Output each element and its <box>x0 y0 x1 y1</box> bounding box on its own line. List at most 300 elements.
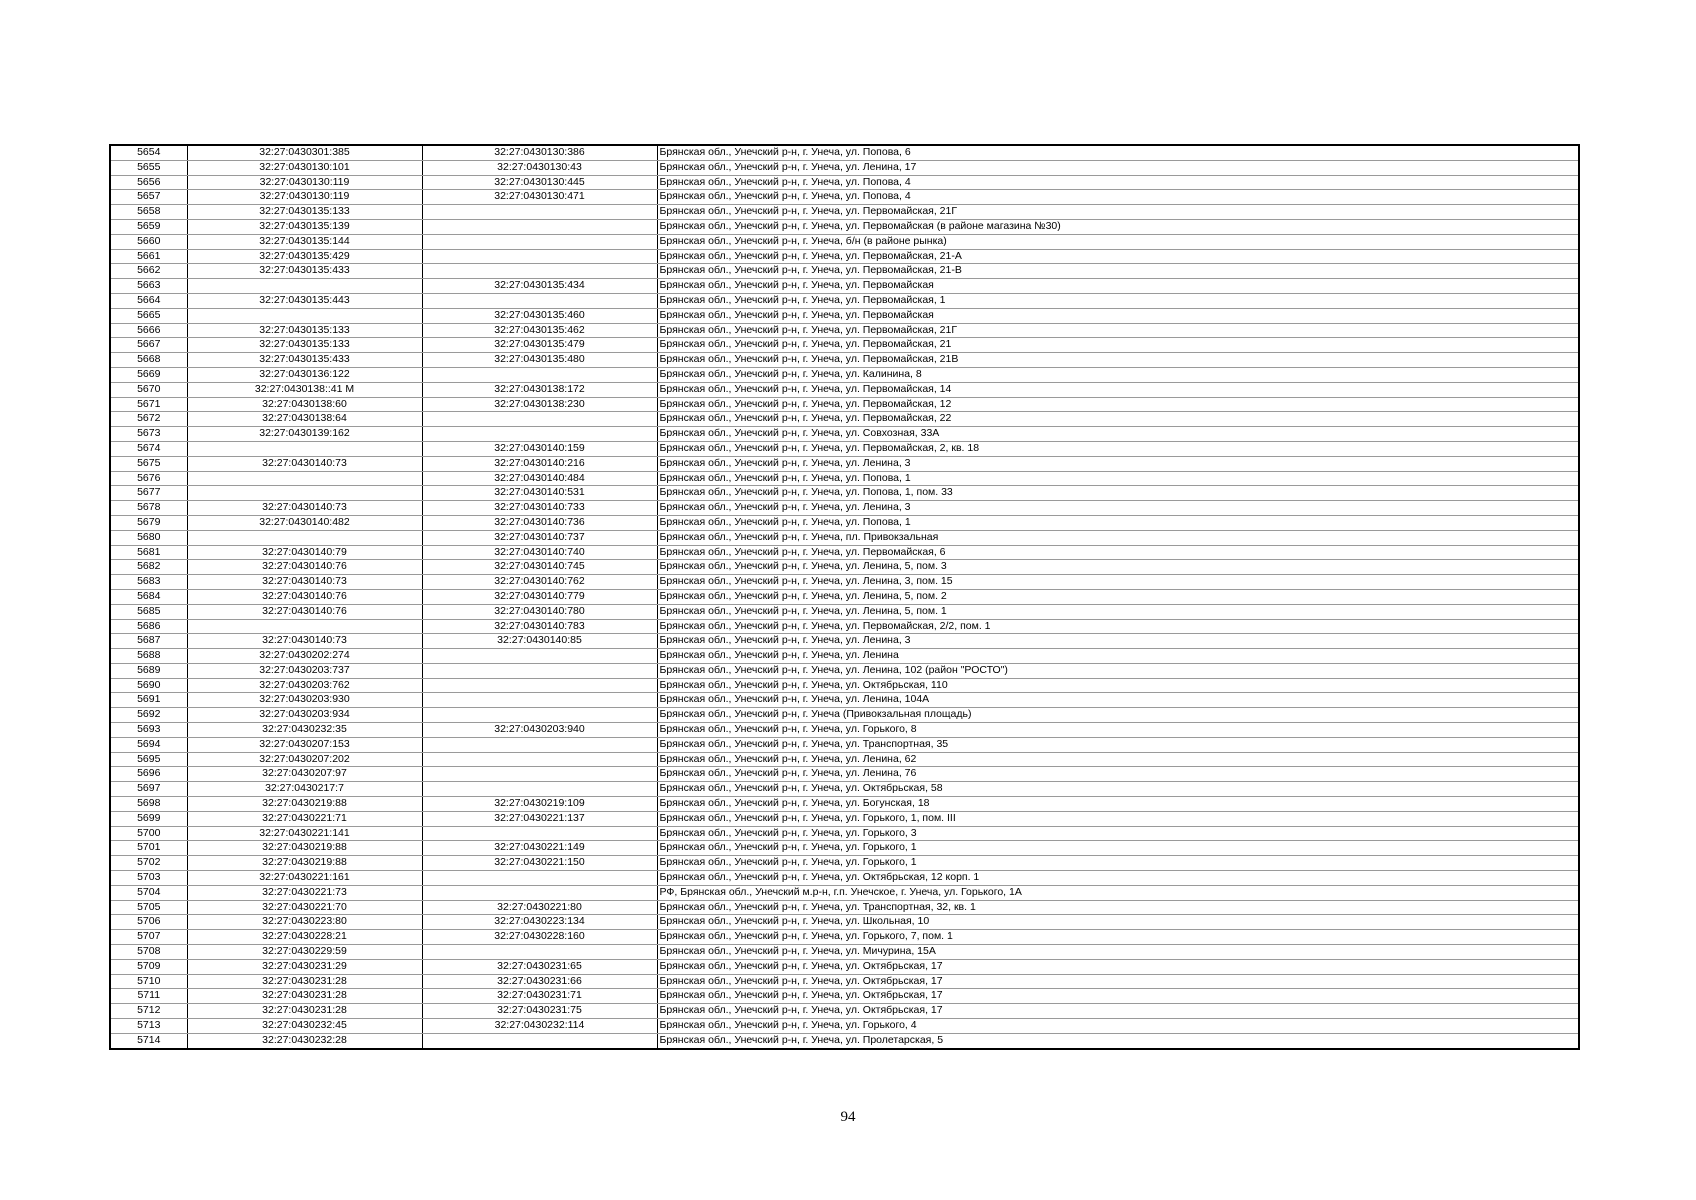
registry-table <box>109 144 1580 1050</box>
row-number-cell: 5687 <box>110 634 187 649</box>
cadastral-number-object-cell <box>422 885 657 900</box>
cadastral-number-object-cell: 32:27:0430203:940 <box>422 723 657 738</box>
cadastral-number-parcel-cell: 32:27:0430140:73 <box>187 456 422 471</box>
address-cell: Брянская обл., Унечский р-н, г. Унеча, ул. Горького, 1, пом. III <box>657 811 1579 826</box>
cadastral-number-parcel-cell: 32:27:0430135:443 <box>187 293 422 308</box>
row-number-cell: 5655 <box>110 160 187 175</box>
cadastral-number-object-cell: 32:27:0430135:480 <box>422 353 657 368</box>
cadastral-number-object-cell: 32:27:0430140:531 <box>422 486 657 501</box>
address-cell: Брянская обл., Унечский р-н, г. Унеча, ул. Богунская, 18 <box>657 797 1579 812</box>
cadastral-number-parcel-cell: 32:27:0430138:64 <box>187 412 422 427</box>
address-cell: Брянская обл., Унечский р-н, г. Унеча, ул. Горького, 1 <box>657 841 1579 856</box>
address-cell: Брянская обл., Унечский р-н, г. Унеча, ул. Ленина, 5, пом. 1 <box>657 604 1579 619</box>
cadastral-number-object-cell: 32:27:0430140:159 <box>422 441 657 456</box>
row-number-cell: 5709 <box>110 959 187 974</box>
table-row <box>110 190 1579 205</box>
table-row <box>110 323 1579 338</box>
cadastral-number-parcel-cell: 32:27:0430203:934 <box>187 708 422 723</box>
table-row <box>110 945 1579 960</box>
cadastral-number-parcel-cell: 32:27:0430135:133 <box>187 205 422 220</box>
cadastral-number-parcel-cell: 32:27:0430207:202 <box>187 752 422 767</box>
row-number-cell: 5662 <box>110 264 187 279</box>
cadastral-number-parcel-cell: 32:27:0430232:35 <box>187 723 422 738</box>
table-row <box>110 427 1579 442</box>
table-row <box>110 560 1579 575</box>
address-cell: Брянская обл., Унечский р-н, г. Унеча, ул. Первомайская <box>657 308 1579 323</box>
cadastral-number-parcel-cell: 32:27:0430221:161 <box>187 871 422 886</box>
address-cell: Брянская обл., Унечский р-н, г. Унеча, ул. Горького, 7, пом. 1 <box>657 930 1579 945</box>
cadastral-number-parcel-cell: 32:27:0430136:122 <box>187 367 422 382</box>
row-number-cell: 5698 <box>110 797 187 812</box>
cadastral-number-parcel-cell: 32:27:0430135:429 <box>187 249 422 264</box>
cadastral-number-parcel-cell: 32:27:0430135:133 <box>187 323 422 338</box>
cadastral-number-object-cell: 32:27:0430140:484 <box>422 471 657 486</box>
cadastral-number-parcel-cell: 32:27:0430221:73 <box>187 885 422 900</box>
cadastral-number-object-cell <box>422 737 657 752</box>
row-number-cell: 5691 <box>110 693 187 708</box>
cadastral-number-parcel-cell: 32:27:0430219:88 <box>187 841 422 856</box>
address-cell: Брянская обл., Унечский р-н, г. Унеча, ул. Первомайская, 2, кв. 18 <box>657 441 1579 456</box>
table-row <box>110 693 1579 708</box>
row-number-cell: 5694 <box>110 737 187 752</box>
address-cell: Брянская обл., Унечский р-н, г. Унеча, ул. Первомайская (в районе магазина №30) <box>657 219 1579 234</box>
row-number-cell: 5673 <box>110 427 187 442</box>
table-row <box>110 145 1579 160</box>
cadastral-number-object-cell: 32:27:0430140:780 <box>422 604 657 619</box>
cadastral-number-object-cell <box>422 205 657 220</box>
cadastral-number-parcel-cell: 32:27:0430135:133 <box>187 338 422 353</box>
table-row <box>110 219 1579 234</box>
address-cell: Брянская обл., Унечский р-н, г. Унеча, ул. Первомайская, 21В <box>657 353 1579 368</box>
row-number-cell: 5700 <box>110 826 187 841</box>
row-number-cell: 5667 <box>110 338 187 353</box>
cadastral-number-parcel-cell <box>187 619 422 634</box>
cadastral-number-object-cell <box>422 871 657 886</box>
cadastral-number-parcel-cell: 32:27:0430140:76 <box>187 589 422 604</box>
row-number-cell: 5697 <box>110 782 187 797</box>
cadastral-number-parcel-cell: 32:27:0430140:73 <box>187 501 422 516</box>
address-cell: Брянская обл., Унечский р-н, г. Унеча, ул. Попова, 4 <box>657 175 1579 190</box>
row-number-cell: 5689 <box>110 663 187 678</box>
cadastral-number-object-cell: 32:27:0430219:109 <box>422 797 657 812</box>
cadastral-number-parcel-cell: 32:27:0430140:73 <box>187 634 422 649</box>
table-row <box>110 752 1579 767</box>
cadastral-number-object-cell <box>422 708 657 723</box>
cadastral-number-parcel-cell: 32:27:0430139:162 <box>187 427 422 442</box>
cadastral-number-object-cell: 32:27:0430140:216 <box>422 456 657 471</box>
cadastral-number-parcel-cell: 32:27:0430138:60 <box>187 397 422 412</box>
address-cell: Брянская обл., Унечский р-н, г. Унеча, ул. Ленина, 3 <box>657 456 1579 471</box>
row-number-cell: 5701 <box>110 841 187 856</box>
cadastral-number-object-cell: 32:27:0430140:762 <box>422 575 657 590</box>
address-cell: Брянская обл., Унечский р-н, г. Унеча, ул. Мичурина, 15А <box>657 945 1579 960</box>
row-number-cell: 5688 <box>110 649 187 664</box>
table-row <box>110 1019 1579 1034</box>
cadastral-number-object-cell: 32:27:0430223:134 <box>422 915 657 930</box>
cadastral-number-object-cell <box>422 293 657 308</box>
page-number: 94 <box>840 1109 856 1125</box>
row-number-cell: 5685 <box>110 604 187 619</box>
table-row <box>110 604 1579 619</box>
address-cell: Брянская обл., Унечский р-н, г. Унеча, ул. Попова, 1 <box>657 515 1579 530</box>
table-row <box>110 797 1579 812</box>
address-cell: Брянская обл., Унечский р-н, г. Унеча, ул. Ленина, 104А <box>657 693 1579 708</box>
cadastral-number-parcel-cell: 32:27:0430140:73 <box>187 575 422 590</box>
table-row <box>110 959 1579 974</box>
row-number-cell: 5663 <box>110 279 187 294</box>
cadastral-number-object-cell <box>422 945 657 960</box>
row-number-cell: 5682 <box>110 560 187 575</box>
address-cell: Брянская обл., Унечский р-н, г. Унеча, ул. Первомайская, 1 <box>657 293 1579 308</box>
row-number-cell: 5696 <box>110 767 187 782</box>
cadastral-number-parcel-cell <box>187 530 422 545</box>
row-number-cell: 5658 <box>110 205 187 220</box>
row-number-cell: 5683 <box>110 575 187 590</box>
cadastral-number-parcel-cell: 32:27:0430202:274 <box>187 649 422 664</box>
address-cell: Брянская обл., Унечский р-н, г. Унеча, ул. Транспортная, 32, кв. 1 <box>657 900 1579 915</box>
cadastral-number-parcel-cell: 32:27:0430232:45 <box>187 1019 422 1034</box>
cadastral-number-parcel-cell: 32:27:0430135:144 <box>187 234 422 249</box>
address-cell: Брянская обл., Унечский р-н, г. Унеча, ул. Пролетарская, 5 <box>657 1033 1579 1048</box>
cadastral-number-parcel-cell: 32:27:0430231:28 <box>187 974 422 989</box>
cadastral-number-parcel-cell: 32:27:0430203:737 <box>187 663 422 678</box>
cadastral-number-parcel-cell: 32:27:0430140:76 <box>187 560 422 575</box>
cadastral-number-parcel-cell: 32:27:0430223:80 <box>187 915 422 930</box>
cadastral-number-parcel-cell: 32:27:0430231:29 <box>187 959 422 974</box>
address-cell: Брянская обл., Унечский р-н, г. Унеча, ул. Школьная, 10 <box>657 915 1579 930</box>
address-cell: Брянская обл., Унечский р-н, г. Унеча, ул. Октябрьская, 17 <box>657 1004 1579 1019</box>
row-number-cell: 5657 <box>110 190 187 205</box>
address-cell: Брянская обл., Унечский р-н, г. Унеча, ул. Первомайская, 6 <box>657 545 1579 560</box>
cadastral-number-object-cell <box>422 663 657 678</box>
table-row <box>110 767 1579 782</box>
cadastral-number-object-cell: 32:27:0430140:733 <box>422 501 657 516</box>
cadastral-number-object-cell <box>422 782 657 797</box>
cadastral-number-object-cell <box>422 234 657 249</box>
address-cell: Брянская обл., Унечский р-н, г. Унеча, ул. Попова, 1, пом. 33 <box>657 486 1579 501</box>
cadastral-number-parcel-cell: 32:27:0430130:119 <box>187 175 422 190</box>
address-cell: Брянская обл., Унечский р-н, г. Унеча, ул. Транспортная, 35 <box>657 737 1579 752</box>
table-row <box>110 441 1579 456</box>
cadastral-number-object-cell: 32:27:0430130:445 <box>422 175 657 190</box>
cadastral-number-parcel-cell: 32:27:0430203:930 <box>187 693 422 708</box>
address-cell: Брянская обл., Унечский р-н, г. Унеча, б/н (в районе рынка) <box>657 234 1579 249</box>
cadastral-number-parcel-cell: 32:27:0430221:71 <box>187 811 422 826</box>
table-row <box>110 974 1579 989</box>
address-cell: Брянская обл., Унечский р-н, г. Унеча, ул. Ленина, 3 <box>657 501 1579 516</box>
row-number-cell: 5692 <box>110 708 187 723</box>
cadastral-number-object-cell <box>422 693 657 708</box>
cadastral-number-object-cell <box>422 678 657 693</box>
cadastral-number-object-cell <box>422 249 657 264</box>
row-number-cell: 5684 <box>110 589 187 604</box>
table-row <box>110 530 1579 545</box>
table-row <box>110 367 1579 382</box>
address-cell: Брянская обл., Унечский р-н, г. Унеча, ул. Горького, 3 <box>657 826 1579 841</box>
row-number-cell: 5669 <box>110 367 187 382</box>
address-cell: Брянская обл., Унечский р-н, г. Унеча, пл. Привокзальная <box>657 530 1579 545</box>
cadastral-number-object-cell: 32:27:0430140:737 <box>422 530 657 545</box>
row-number-cell: 5665 <box>110 308 187 323</box>
cadastral-number-object-cell: 32:27:0430231:75 <box>422 1004 657 1019</box>
address-cell: Брянская обл., Унечский р-н, г. Унеча, ул. Первомайская, 21Г <box>657 205 1579 220</box>
cadastral-number-parcel-cell: 32:27:0430301:385 <box>187 145 422 160</box>
address-cell: Брянская обл., Унечский р-н, г. Унеча, ул. Октябрьская, 58 <box>657 782 1579 797</box>
table-row <box>110 293 1579 308</box>
table-row <box>110 456 1579 471</box>
table-row <box>110 589 1579 604</box>
address-cell: Брянская обл., Унечский р-н, г. Унеча, ул. Калинина, 8 <box>657 367 1579 382</box>
address-cell: Брянская обл., Унечский р-н, г. Унеча, ул. Попова, 1 <box>657 471 1579 486</box>
cadastral-number-object-cell: 32:27:0430140:745 <box>422 560 657 575</box>
address-cell: Брянская обл., Унечский р-н, г. Унеча, ул. Октябрьская, 17 <box>657 974 1579 989</box>
cadastral-number-parcel-cell: 32:27:0430221:70 <box>187 900 422 915</box>
address-cell: Брянская обл., Унечский р-н, г. Унеча, ул. Первомайская <box>657 279 1579 294</box>
row-number-cell: 5708 <box>110 945 187 960</box>
address-cell: Брянская обл., Унечский р-н, г. Унеча, ул. Ленина, 3, пом. 15 <box>657 575 1579 590</box>
cadastral-number-object-cell <box>422 826 657 841</box>
cadastral-number-parcel-cell: 32:27:0430135:433 <box>187 264 422 279</box>
cadastral-number-object-cell: 32:27:0430135:479 <box>422 338 657 353</box>
table-row <box>110 634 1579 649</box>
cadastral-number-parcel-cell: 32:27:0430221:141 <box>187 826 422 841</box>
row-number-cell: 5664 <box>110 293 187 308</box>
cadastral-number-parcel-cell: 32:27:0430130:101 <box>187 160 422 175</box>
cadastral-number-object-cell: 32:27:0430135:460 <box>422 308 657 323</box>
address-cell: Брянская обл., Унечский р-н, г. Унеча, ул. Ленина <box>657 649 1579 664</box>
row-number-cell: 5671 <box>110 397 187 412</box>
row-number-cell: 5661 <box>110 249 187 264</box>
address-cell: Брянская обл., Унечский р-н, г. Унеча, ул. Ленина, 17 <box>657 160 1579 175</box>
cadastral-number-parcel-cell <box>187 441 422 456</box>
registry-sheet <box>109 144 1578 1050</box>
address-cell: Брянская обл., Унечский р-н, г. Унеча, ул. Ленина, 5, пом. 3 <box>657 560 1579 575</box>
row-number-cell: 5670 <box>110 382 187 397</box>
cadastral-number-parcel-cell: 32:27:0430219:88 <box>187 797 422 812</box>
table-row <box>110 871 1579 886</box>
row-number-cell: 5705 <box>110 900 187 915</box>
address-cell: Брянская обл., Унечский р-н, г. Унеча, ул. Первомайская, 21-В <box>657 264 1579 279</box>
address-cell: Брянская обл., Унечский р-н, г. Унеча, ул. Попова, 6 <box>657 145 1579 160</box>
address-cell: Брянская обл., Унечский р-н, г. Унеча, ул. Ленина, 3 <box>657 634 1579 649</box>
row-number-cell: 5702 <box>110 856 187 871</box>
cadastral-number-parcel-cell: 32:27:0430229:59 <box>187 945 422 960</box>
address-cell: Брянская обл., Унечский р-н, г. Унеча, ул. Первомайская, 14 <box>657 382 1579 397</box>
table-row <box>110 900 1579 915</box>
row-number-cell: 5675 <box>110 456 187 471</box>
address-cell: Брянская обл., Унечский р-н, г. Унеча, ул. Первомайская, 22 <box>657 412 1579 427</box>
row-number-cell: 5690 <box>110 678 187 693</box>
table-row <box>110 1004 1579 1019</box>
cadastral-number-parcel-cell: 32:27:0430203:762 <box>187 678 422 693</box>
cadastral-number-parcel-cell: 32:27:0430140:76 <box>187 604 422 619</box>
cadastral-number-parcel-cell: 32:27:0430231:28 <box>187 989 422 1004</box>
table-row <box>110 279 1579 294</box>
cadastral-number-object-cell: 32:27:0430228:160 <box>422 930 657 945</box>
address-cell: Брянская обл., Унечский р-н, г. Унеча (Привокзальная площадь) <box>657 708 1579 723</box>
table-row <box>110 486 1579 501</box>
row-number-cell: 5693 <box>110 723 187 738</box>
table-row <box>110 737 1579 752</box>
cadastral-number-parcel-cell: 32:27:0430140:79 <box>187 545 422 560</box>
row-number-cell: 5678 <box>110 501 187 516</box>
cadastral-number-object-cell: 32:27:0430140:783 <box>422 619 657 634</box>
row-number-cell: 5677 <box>110 486 187 501</box>
table-row <box>110 678 1579 693</box>
cadastral-number-object-cell: 32:27:0430231:65 <box>422 959 657 974</box>
address-cell: Брянская обл., Унечский р-н, г. Унеча, ул. Первомайская, 2/2, пом. 1 <box>657 619 1579 634</box>
address-cell: Брянская обл., Унечский р-н, г. Унеча, ул. Октябрьская, 17 <box>657 989 1579 1004</box>
cadastral-number-object-cell <box>422 427 657 442</box>
row-number-cell: 5695 <box>110 752 187 767</box>
cadastral-number-object-cell: 32:27:0430140:85 <box>422 634 657 649</box>
cadastral-number-object-cell: 32:27:0430130:471 <box>422 190 657 205</box>
address-cell: Брянская обл., Унечский р-н, г. Унеча, ул. Ленина, 76 <box>657 767 1579 782</box>
table-row <box>110 856 1579 871</box>
address-cell: Брянская обл., Унечский р-н, г. Унеча, ул. Первомайская, 21 <box>657 338 1579 353</box>
address-cell: Брянская обл., Унечский р-н, г. Унеча, ул. Горького, 1 <box>657 856 1579 871</box>
table-row <box>110 205 1579 220</box>
cadastral-number-object-cell <box>422 1033 657 1048</box>
row-number-cell: 5713 <box>110 1019 187 1034</box>
cadastral-number-object-cell: 32:27:0430221:137 <box>422 811 657 826</box>
cadastral-number-object-cell: 32:27:0430232:114 <box>422 1019 657 1034</box>
cadastral-number-object-cell <box>422 752 657 767</box>
registry-table-body <box>110 145 1579 1049</box>
row-number-cell: 5711 <box>110 989 187 1004</box>
table-row <box>110 249 1579 264</box>
table-row <box>110 412 1579 427</box>
address-cell: РФ, Брянская обл., Унечский м.р-н, г.п. Унечское, г. Унеча, ул. Горького, 1А <box>657 885 1579 900</box>
address-cell: Брянская обл., Унечский р-н, г. Унеча, ул. Совхозная, 33А <box>657 427 1579 442</box>
row-number-cell: 5679 <box>110 515 187 530</box>
cadastral-number-parcel-cell <box>187 486 422 501</box>
cadastral-number-object-cell: 32:27:0430135:462 <box>422 323 657 338</box>
table-row <box>110 915 1579 930</box>
table-row <box>110 471 1579 486</box>
address-cell: Брянская обл., Унечский р-н, г. Унеча, ул. Горького, 8 <box>657 723 1579 738</box>
cadastral-number-object-cell: 32:27:0430231:66 <box>422 974 657 989</box>
table-row <box>110 841 1579 856</box>
row-number-cell: 5656 <box>110 175 187 190</box>
table-row <box>110 308 1579 323</box>
table-row <box>110 501 1579 516</box>
cadastral-number-object-cell <box>422 367 657 382</box>
cadastral-number-object-cell: 32:27:0430135:434 <box>422 279 657 294</box>
cadastral-number-object-cell: 32:27:0430221:149 <box>422 841 657 856</box>
table-row <box>110 723 1579 738</box>
cadastral-number-parcel-cell: 32:27:0430135:139 <box>187 219 422 234</box>
table-row <box>110 930 1579 945</box>
row-number-cell: 5654 <box>110 145 187 160</box>
row-number-cell: 5710 <box>110 974 187 989</box>
row-number-cell: 5707 <box>110 930 187 945</box>
cadastral-number-parcel-cell <box>187 308 422 323</box>
table-row <box>110 708 1579 723</box>
cadastral-number-parcel-cell: 32:27:0430217:7 <box>187 782 422 797</box>
row-number-cell: 5659 <box>110 219 187 234</box>
table-row <box>110 515 1579 530</box>
table-row <box>110 264 1579 279</box>
address-cell: Брянская обл., Унечский р-н, г. Унеча, ул. Ленина, 5, пом. 2 <box>657 589 1579 604</box>
cadastral-number-parcel-cell: 32:27:0430207:153 <box>187 737 422 752</box>
table-row <box>110 885 1579 900</box>
cadastral-number-object-cell <box>422 649 657 664</box>
table-row <box>110 663 1579 678</box>
row-number-cell: 5680 <box>110 530 187 545</box>
row-number-cell: 5681 <box>110 545 187 560</box>
cadastral-number-object-cell <box>422 219 657 234</box>
row-number-cell: 5706 <box>110 915 187 930</box>
table-row <box>110 826 1579 841</box>
row-number-cell: 5676 <box>110 471 187 486</box>
cadastral-number-parcel-cell: 32:27:0430140:482 <box>187 515 422 530</box>
table-row <box>110 989 1579 1004</box>
cadastral-number-object-cell <box>422 412 657 427</box>
table-row <box>110 382 1579 397</box>
table-row <box>110 160 1579 175</box>
cadastral-number-parcel-cell: 32:27:0430135:433 <box>187 353 422 368</box>
address-cell: Брянская обл., Унечский р-н, г. Унеча, ул. Первомайская, 21-А <box>657 249 1579 264</box>
cadastral-number-object-cell: 32:27:0430140:740 <box>422 545 657 560</box>
table-row <box>110 545 1579 560</box>
cadastral-number-parcel-cell <box>187 279 422 294</box>
row-number-cell: 5674 <box>110 441 187 456</box>
cadastral-number-parcel-cell: 32:27:0430228:21 <box>187 930 422 945</box>
address-cell: Брянская обл., Унечский р-н, г. Унеча, ул. Октябрьская, 110 <box>657 678 1579 693</box>
cadastral-number-object-cell: 32:27:0430231:71 <box>422 989 657 1004</box>
address-cell: Брянская обл., Унечский р-н, г. Унеча, ул. Первомайская, 12 <box>657 397 1579 412</box>
cadastral-number-parcel-cell: 32:27:0430232:28 <box>187 1033 422 1048</box>
table-row <box>110 175 1579 190</box>
cadastral-number-parcel-cell <box>187 471 422 486</box>
row-number-cell: 5686 <box>110 619 187 634</box>
row-number-cell: 5672 <box>110 412 187 427</box>
cadastral-number-object-cell: 32:27:0430221:150 <box>422 856 657 871</box>
cadastral-number-object-cell: 32:27:0430138:230 <box>422 397 657 412</box>
table-row <box>110 811 1579 826</box>
address-cell: Брянская обл., Унечский р-н, г. Унеча, ул. Октябрьская, 17 <box>657 959 1579 974</box>
row-number-cell: 5714 <box>110 1033 187 1048</box>
table-row <box>110 575 1579 590</box>
address-cell: Брянская обл., Унечский р-н, г. Унеча, ул. Октябрьская, 12 корп. 1 <box>657 871 1579 886</box>
table-row <box>110 234 1579 249</box>
cadastral-number-object-cell: 32:27:0430130:386 <box>422 145 657 160</box>
cadastral-number-object-cell: 32:27:0430140:779 <box>422 589 657 604</box>
cadastral-number-parcel-cell: 32:27:0430219:88 <box>187 856 422 871</box>
address-cell: Брянская обл., Унечский р-н, г. Унеча, ул. Ленина, 62 <box>657 752 1579 767</box>
cadastral-number-object-cell: 32:27:0430140:736 <box>422 515 657 530</box>
cadastral-number-object-cell: 32:27:0430130:43 <box>422 160 657 175</box>
address-cell: Брянская обл., Унечский р-н, г. Унеча, ул. Попова, 4 <box>657 190 1579 205</box>
table-row <box>110 1033 1579 1048</box>
address-cell: Брянская обл., Унечский р-н, г. Унеча, ул. Первомайская, 21Г <box>657 323 1579 338</box>
cadastral-number-parcel-cell: 32:27:0430231:28 <box>187 1004 422 1019</box>
table-row <box>110 397 1579 412</box>
cadastral-number-object-cell <box>422 264 657 279</box>
table-row <box>110 619 1579 634</box>
cadastral-number-object-cell <box>422 767 657 782</box>
table-row <box>110 782 1579 797</box>
row-number-cell: 5666 <box>110 323 187 338</box>
row-number-cell: 5704 <box>110 885 187 900</box>
row-number-cell: 5660 <box>110 234 187 249</box>
table-row <box>110 338 1579 353</box>
cadastral-number-parcel-cell: 32:27:0430138::41 М <box>187 382 422 397</box>
row-number-cell: 5668 <box>110 353 187 368</box>
cadastral-number-object-cell: 32:27:0430138:172 <box>422 382 657 397</box>
cadastral-number-object-cell: 32:27:0430221:80 <box>422 900 657 915</box>
